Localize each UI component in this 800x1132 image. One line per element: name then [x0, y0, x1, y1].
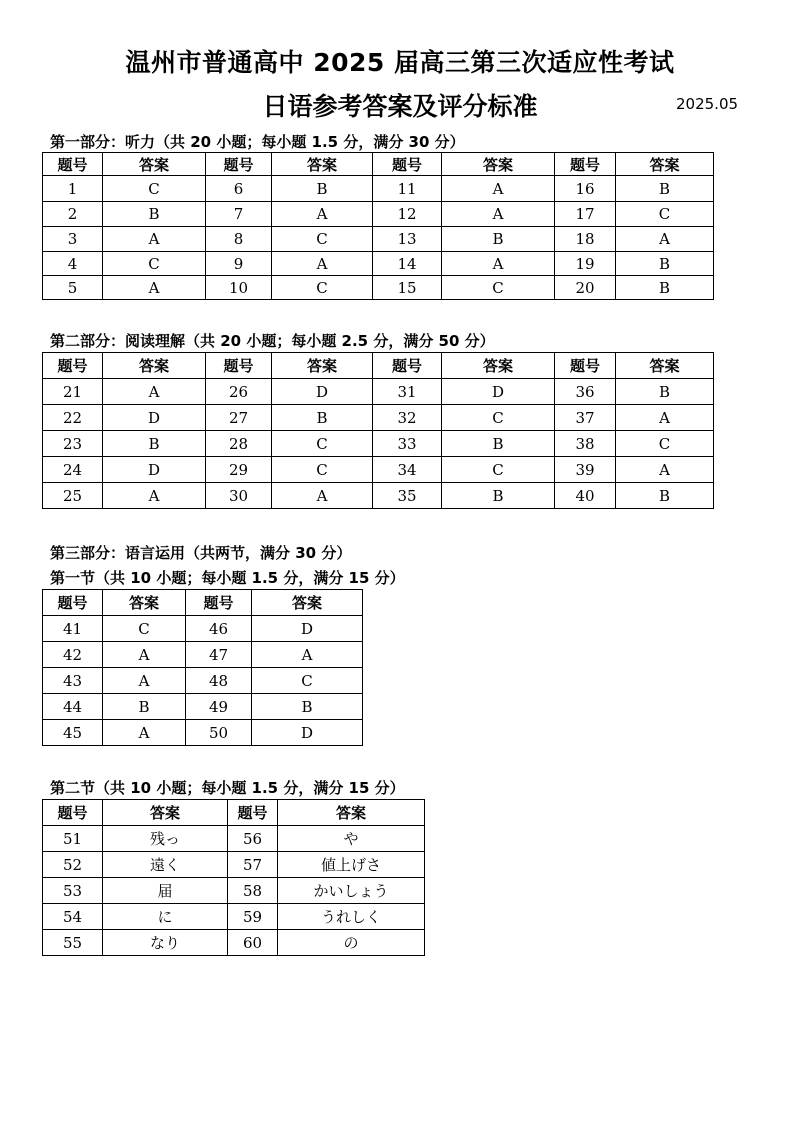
- table-row: [43, 694, 363, 720]
- question-number-cell: 34: [373, 457, 442, 483]
- part2-answer-table: [42, 352, 714, 509]
- question-number-cell: 25: [43, 483, 103, 509]
- answer-cell: うれしく: [278, 904, 425, 930]
- answer-cell: B: [103, 202, 206, 227]
- column-header-answer: 答案: [103, 353, 206, 379]
- question-number-cell: 46: [186, 616, 252, 642]
- question-number-cell: 8: [206, 227, 272, 252]
- question-number-cell: 28: [206, 431, 272, 457]
- answer-cell: D: [252, 720, 363, 746]
- part3-section1-heading: 第一节（共 10 小题；每小题 1.5 分，满分 15 分）: [50, 569, 405, 587]
- question-number-cell: 24: [43, 457, 103, 483]
- part3-section2-answer-table: [42, 799, 425, 956]
- question-number-cell: 22: [43, 405, 103, 431]
- question-number-cell: 3: [43, 227, 103, 252]
- table-row: [43, 252, 714, 276]
- question-number-cell: 23: [43, 431, 103, 457]
- column-header-answer: 答案: [442, 153, 555, 176]
- table-row: [43, 930, 425, 956]
- answer-cell: B: [103, 694, 186, 720]
- answer-cell: B: [616, 483, 714, 509]
- answer-cell: A: [442, 252, 555, 276]
- answer-cell: B: [252, 694, 363, 720]
- question-number-cell: 49: [186, 694, 252, 720]
- answer-cell: C: [442, 276, 555, 300]
- part3-heading: 第三部分：语言运用（共两节，满分 30 分）: [50, 544, 352, 562]
- question-number-cell: 40: [555, 483, 616, 509]
- question-number-cell: 35: [373, 483, 442, 509]
- answer-cell: B: [616, 276, 714, 300]
- answer-cell: D: [103, 405, 206, 431]
- document-title: 温州市普通高中 2025 届高三第三次适应性考试: [125, 48, 675, 77]
- answer-cell: なり: [103, 930, 228, 956]
- part3-section2-heading: 第二节（共 10 小题；每小题 1.5 分，满分 15 分）: [50, 779, 405, 797]
- question-number-cell: 58: [228, 878, 278, 904]
- table-row: [43, 431, 714, 457]
- answer-cell: D: [252, 616, 363, 642]
- question-number-cell: 56: [228, 826, 278, 852]
- table-row: [43, 379, 714, 405]
- answer-cell: B: [616, 379, 714, 405]
- question-number-cell: 1: [43, 176, 103, 202]
- answer-cell: A: [272, 202, 373, 227]
- question-number-cell: 17: [555, 202, 616, 227]
- question-number-cell: 5: [43, 276, 103, 300]
- answer-cell: A: [616, 405, 714, 431]
- answer-cell: B: [616, 176, 714, 202]
- question-number-cell: 2: [43, 202, 103, 227]
- column-header-answer: 答案: [272, 153, 373, 176]
- answer-cell: に: [103, 904, 228, 930]
- answer-cell: D: [103, 457, 206, 483]
- question-number-cell: 14: [373, 252, 442, 276]
- column-header-answer: 答案: [103, 153, 206, 176]
- question-number-cell: 33: [373, 431, 442, 457]
- part1-answer-table: [42, 152, 714, 300]
- question-number-cell: 59: [228, 904, 278, 930]
- answer-cell: A: [103, 276, 206, 300]
- answer-cell: C: [442, 405, 555, 431]
- answer-cell: の: [278, 930, 425, 956]
- question-number-cell: 52: [43, 852, 103, 878]
- question-number-cell: 54: [43, 904, 103, 930]
- question-number-cell: 9: [206, 252, 272, 276]
- answer-cell: C: [272, 227, 373, 252]
- question-number-cell: 36: [555, 379, 616, 405]
- answer-cell: A: [272, 483, 373, 509]
- question-number-cell: 7: [206, 202, 272, 227]
- answer-cell: A: [252, 642, 363, 668]
- column-header-question-number: 题号: [43, 590, 103, 616]
- question-number-cell: 16: [555, 176, 616, 202]
- table-row: [43, 176, 714, 202]
- question-number-cell: 6: [206, 176, 272, 202]
- answer-cell: C: [252, 668, 363, 694]
- question-number-cell: 29: [206, 457, 272, 483]
- question-number-cell: 30: [206, 483, 272, 509]
- answer-cell: A: [442, 176, 555, 202]
- answer-cell: や: [278, 826, 425, 852]
- question-number-cell: 26: [206, 379, 272, 405]
- column-header-question-number: 题号: [373, 153, 442, 176]
- question-number-cell: 11: [373, 176, 442, 202]
- question-number-cell: 45: [43, 720, 103, 746]
- answer-cell: A: [103, 642, 186, 668]
- table-row: [43, 457, 714, 483]
- answer-cell: かいしょう: [278, 878, 425, 904]
- table-row: [43, 405, 714, 431]
- answer-cell: 遠く: [103, 852, 228, 878]
- answer-cell: A: [103, 379, 206, 405]
- answer-cell: A: [103, 483, 206, 509]
- question-number-cell: 13: [373, 227, 442, 252]
- question-number-cell: 12: [373, 202, 442, 227]
- table-header-row: [43, 353, 714, 379]
- question-number-cell: 31: [373, 379, 442, 405]
- column-header-answer: 答案: [272, 353, 373, 379]
- answer-cell: C: [103, 616, 186, 642]
- column-header-answer: 答案: [103, 800, 228, 826]
- question-number-cell: 41: [43, 616, 103, 642]
- table-row: [43, 227, 714, 252]
- answer-cell: A: [103, 227, 206, 252]
- answer-cell: D: [442, 379, 555, 405]
- answer-cell: B: [272, 176, 373, 202]
- table-row: [43, 276, 714, 300]
- question-number-cell: 10: [206, 276, 272, 300]
- column-header-answer: 答案: [616, 153, 714, 176]
- column-header-question-number: 题号: [43, 800, 103, 826]
- table-row: [43, 852, 425, 878]
- table-row: [43, 668, 363, 694]
- column-header-answer: 答案: [442, 353, 555, 379]
- column-header-question-number: 题号: [206, 153, 272, 176]
- answer-cell: C: [442, 457, 555, 483]
- question-number-cell: 20: [555, 276, 616, 300]
- question-number-cell: 50: [186, 720, 252, 746]
- answer-cell: 値上げさ: [278, 852, 425, 878]
- column-header-question-number: 题号: [228, 800, 278, 826]
- question-number-cell: 37: [555, 405, 616, 431]
- question-number-cell: 47: [186, 642, 252, 668]
- table-row: [43, 202, 714, 227]
- answer-cell: 届: [103, 878, 228, 904]
- column-header-answer: 答案: [278, 800, 425, 826]
- question-number-cell: 19: [555, 252, 616, 276]
- column-header-answer: 答案: [252, 590, 363, 616]
- table-row: [43, 878, 425, 904]
- answer-cell: B: [442, 483, 555, 509]
- question-number-cell: 32: [373, 405, 442, 431]
- answer-cell: D: [272, 379, 373, 405]
- question-number-cell: 21: [43, 379, 103, 405]
- table-header-row: [43, 153, 714, 176]
- question-number-cell: 60: [228, 930, 278, 956]
- question-number-cell: 44: [43, 694, 103, 720]
- table-row: [43, 720, 363, 746]
- document-subtitle: 日语参考答案及评分标准: [262, 92, 538, 121]
- question-number-cell: 57: [228, 852, 278, 878]
- table-row: [43, 904, 425, 930]
- question-number-cell: 43: [43, 668, 103, 694]
- answer-cell: C: [616, 431, 714, 457]
- answer-cell: C: [616, 202, 714, 227]
- column-header-question-number: 题号: [555, 353, 616, 379]
- answer-cell: C: [272, 431, 373, 457]
- answer-cell: B: [616, 252, 714, 276]
- answer-cell: A: [103, 668, 186, 694]
- table-row: [43, 826, 425, 852]
- column-header-question-number: 题号: [43, 153, 103, 176]
- column-header-answer: 答案: [616, 353, 714, 379]
- question-number-cell: 51: [43, 826, 103, 852]
- answer-cell: A: [272, 252, 373, 276]
- part3-section1-answer-table: [42, 589, 363, 746]
- answer-cell: 残っ: [103, 826, 228, 852]
- table-row: [43, 616, 363, 642]
- column-header-question-number: 题号: [186, 590, 252, 616]
- column-header-answer: 答案: [103, 590, 186, 616]
- column-header-question-number: 题号: [43, 353, 103, 379]
- answer-cell: C: [272, 276, 373, 300]
- table-row: [43, 483, 714, 509]
- table-row: [43, 642, 363, 668]
- answer-cell: C: [103, 176, 206, 202]
- answer-cell: B: [442, 227, 555, 252]
- answer-cell: A: [616, 227, 714, 252]
- answer-cell: B: [442, 431, 555, 457]
- answer-cell: A: [442, 202, 555, 227]
- question-number-cell: 15: [373, 276, 442, 300]
- question-number-cell: 55: [43, 930, 103, 956]
- answer-cell: C: [272, 457, 373, 483]
- document-date: 2025.05: [676, 95, 739, 113]
- question-number-cell: 48: [186, 668, 252, 694]
- column-header-question-number: 题号: [206, 353, 272, 379]
- answer-cell: B: [272, 405, 373, 431]
- question-number-cell: 18: [555, 227, 616, 252]
- question-number-cell: 38: [555, 431, 616, 457]
- table-header-row: [43, 800, 425, 826]
- table-header-row: [43, 590, 363, 616]
- question-number-cell: 4: [43, 252, 103, 276]
- question-number-cell: 27: [206, 405, 272, 431]
- answer-cell: A: [616, 457, 714, 483]
- answer-cell: C: [103, 252, 206, 276]
- column-header-question-number: 题号: [373, 353, 442, 379]
- column-header-question-number: 题号: [555, 153, 616, 176]
- part1-heading: 第一部分：听力（共 20 小题；每小题 1.5 分，满分 30 分）: [50, 133, 465, 151]
- question-number-cell: 53: [43, 878, 103, 904]
- answer-cell: B: [103, 431, 206, 457]
- part2-heading: 第二部分：阅读理解（共 20 小题；每小题 2.5 分，满分 50 分）: [50, 332, 495, 350]
- answer-cell: A: [103, 720, 186, 746]
- question-number-cell: 42: [43, 642, 103, 668]
- question-number-cell: 39: [555, 457, 616, 483]
